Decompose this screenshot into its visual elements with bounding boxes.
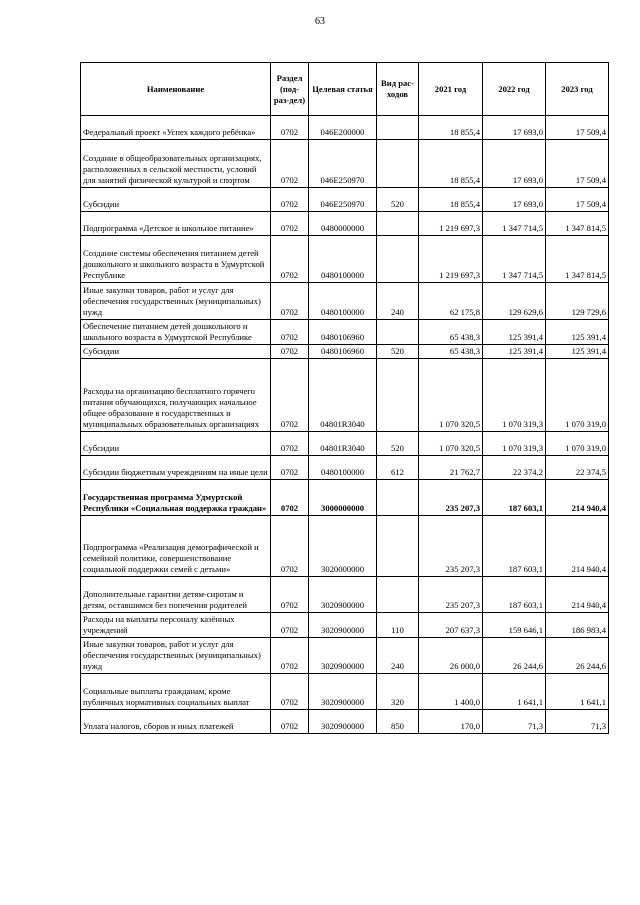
header-type: Вид рас-ходов [377, 63, 419, 116]
row-value-2021: 18 855,4 [419, 140, 483, 188]
row-name: Расходы на организацию бесплатного горячего питания обучающихся, получающих начальное общее образование в государственных и муниципальных образовательных организациях [81, 359, 271, 432]
table-row [81, 236, 609, 283]
row-value-2023: 125 391,4 [546, 345, 609, 359]
row-expense-type: 850 [377, 710, 419, 734]
row-section: 0702 [271, 188, 309, 212]
table-row [81, 345, 609, 359]
row-value-2021: 21 762,7 [419, 456, 483, 480]
row-expense-type: 520 [377, 345, 419, 359]
header-section: Раздел (под-раз-дел) [271, 63, 309, 116]
table-row [81, 188, 609, 212]
row-section: 0702 [271, 577, 309, 613]
table-header-row [81, 63, 609, 116]
table-row [81, 140, 609, 188]
row-expense-type [377, 577, 419, 613]
row-target: 3020900000 [309, 577, 377, 613]
row-name: Федеральный проект «Успех каждого ребёнка» [81, 116, 271, 140]
row-value-2023: 214 940,4 [546, 516, 609, 577]
row-target: 3020000000 [309, 516, 377, 577]
row-target: 046E200000 [309, 116, 377, 140]
row-target: 04801R3040 [309, 432, 377, 456]
row-value-2023: 1 347 814,5 [546, 212, 609, 236]
row-name: Иные закупки товаров, работ и услуг для обеспечения государственных (муниципальных) нужд [81, 283, 271, 320]
row-value-2023: 17 509,4 [546, 140, 609, 188]
row-section: 0702 [271, 432, 309, 456]
row-value-2023: 1 641,1 [546, 674, 609, 710]
row-target: 0480106960 [309, 320, 377, 345]
table-row [81, 116, 609, 140]
row-value-2023: 17 509,4 [546, 188, 609, 212]
row-value-2021: 207 637,3 [419, 613, 483, 638]
row-value-2023: 186 983,4 [546, 613, 609, 638]
row-section: 0702 [271, 359, 309, 432]
row-name: Субсидии [81, 188, 271, 212]
row-name: Дополнительные гарантии детям-сиротам и детям, оставшимся без попечения родителей [81, 577, 271, 613]
row-value-2023: 129 729,6 [546, 283, 609, 320]
row-value-2023: 214 940,4 [546, 480, 609, 516]
row-name: Субсидии [81, 432, 271, 456]
row-value-2022: 22 374,2 [483, 456, 546, 480]
row-value-2022: 1 347 714,5 [483, 212, 546, 236]
row-value-2021: 65 438,3 [419, 345, 483, 359]
row-value-2021: 18 855,4 [419, 188, 483, 212]
row-section: 0702 [271, 236, 309, 283]
budget-table [80, 62, 609, 734]
row-section: 0702 [271, 480, 309, 516]
row-section: 0702 [271, 710, 309, 734]
row-value-2022: 129 629,6 [483, 283, 546, 320]
row-target: 3020900000 [309, 674, 377, 710]
table-row [81, 432, 609, 456]
row-value-2021: 62 175,8 [419, 283, 483, 320]
row-value-2021: 1 070 320,5 [419, 432, 483, 456]
row-target: 3020900000 [309, 638, 377, 674]
row-value-2022: 1 070 319,3 [483, 359, 546, 432]
row-section: 0702 [271, 140, 309, 188]
table-row [81, 613, 609, 638]
row-expense-type [377, 116, 419, 140]
row-value-2022: 125 391,4 [483, 345, 546, 359]
row-section: 0702 [271, 116, 309, 140]
header-2021: 2021 год [419, 63, 483, 116]
row-value-2022: 17 693,0 [483, 140, 546, 188]
row-value-2022: 1 347 714,5 [483, 236, 546, 283]
row-section: 0702 [271, 212, 309, 236]
row-value-2022: 159 646,1 [483, 613, 546, 638]
row-expense-type [377, 480, 419, 516]
row-value-2023: 1 070 319,0 [546, 359, 609, 432]
row-value-2021: 170,0 [419, 710, 483, 734]
row-name: Иные закупки товаров, работ и услуг для обеспечения государственных (муниципальных) нужд [81, 638, 271, 674]
table-row [81, 710, 609, 734]
row-value-2023: 214 940,4 [546, 577, 609, 613]
row-name: Субсидии [81, 345, 271, 359]
row-value-2021: 26 000,0 [419, 638, 483, 674]
row-expense-type [377, 320, 419, 345]
row-value-2022: 1 070 319,3 [483, 432, 546, 456]
row-target: 3020900000 [309, 710, 377, 734]
row-target: 0480000000 [309, 212, 377, 236]
row-section: 0702 [271, 456, 309, 480]
row-expense-type [377, 140, 419, 188]
row-section: 0702 [271, 283, 309, 320]
row-value-2021: 235 207,3 [419, 480, 483, 516]
header-2023: 2023 год [546, 63, 609, 116]
row-name: Субсидии бюджетным учреждениям на иные цели [81, 456, 271, 480]
row-value-2021: 235 207,3 [419, 577, 483, 613]
header-target: Целевая статья [309, 63, 377, 116]
page-number: 63 [315, 16, 325, 27]
row-target: 3000000000 [309, 480, 377, 516]
row-expense-type [377, 516, 419, 577]
table-row [81, 359, 609, 432]
row-value-2023: 71,3 [546, 710, 609, 734]
row-value-2021: 18 855,4 [419, 116, 483, 140]
row-target: 0480100000 [309, 236, 377, 283]
row-name: Подпрограмма «Реализация демографической и семейной политики, совершенствование социальной поддержки семей с детьми» [81, 516, 271, 577]
row-target: 046E250970 [309, 140, 377, 188]
row-value-2023: 1 347 814,5 [546, 236, 609, 283]
row-name: Создание в общеобразовательных организациях, расположенных в сельской местности, условий для занятий физической культурой и спортом [81, 140, 271, 188]
table-row [81, 283, 609, 320]
row-value-2021: 1 219 697,3 [419, 212, 483, 236]
row-expense-type: 110 [377, 613, 419, 638]
row-value-2021: 1 219 697,3 [419, 236, 483, 283]
row-value-2021: 1 070 320,5 [419, 359, 483, 432]
row-target: 3020900000 [309, 613, 377, 638]
row-section: 0702 [271, 320, 309, 345]
row-name: Государственная программа Удмуртской Республики «Социальная поддержка граждан» [81, 480, 271, 516]
row-value-2022: 17 693,0 [483, 116, 546, 140]
row-expense-type: 240 [377, 638, 419, 674]
row-section: 0702 [271, 516, 309, 577]
table-row [81, 320, 609, 345]
row-target: 0480106960 [309, 345, 377, 359]
row-target: 04801R3040 [309, 359, 377, 432]
row-value-2023: 17 509,4 [546, 116, 609, 140]
row-value-2022: 26 244,6 [483, 638, 546, 674]
row-target: 0480100000 [309, 283, 377, 320]
row-value-2023: 22 374,5 [546, 456, 609, 480]
row-value-2022: 187 603,1 [483, 577, 546, 613]
header-name: Наименование [81, 63, 271, 116]
row-value-2022: 71,3 [483, 710, 546, 734]
row-value-2021: 65 438,3 [419, 320, 483, 345]
row-name: Создание системы обеспечения питанием детей дошкольного и школьного возраста в Удмуртской Республике [81, 236, 271, 283]
row-expense-type [377, 212, 419, 236]
row-section: 0702 [271, 345, 309, 359]
row-value-2023: 1 070 319,0 [546, 432, 609, 456]
row-name: Уплата налогов, сборов и иных платежей [81, 710, 271, 734]
row-expense-type [377, 236, 419, 283]
row-section: 0702 [271, 638, 309, 674]
row-value-2021: 1 400,0 [419, 674, 483, 710]
table-row [81, 212, 609, 236]
table-row [81, 456, 609, 480]
row-name: Расходы на выплаты персоналу казённых учреждений [81, 613, 271, 638]
row-expense-type: 240 [377, 283, 419, 320]
table-row [81, 638, 609, 674]
row-expense-type: 520 [377, 432, 419, 456]
header-2022: 2022 год [483, 63, 546, 116]
row-section: 0702 [271, 613, 309, 638]
row-target: 046E250970 [309, 188, 377, 212]
row-value-2022: 1 641,1 [483, 674, 546, 710]
row-value-2023: 125 391,4 [546, 320, 609, 345]
row-expense-type: 520 [377, 188, 419, 212]
row-value-2023: 26 244,6 [546, 638, 609, 674]
table-row [81, 480, 609, 516]
table-row [81, 516, 609, 577]
row-section: 0702 [271, 674, 309, 710]
row-value-2021: 235 207,3 [419, 516, 483, 577]
row-value-2022: 187 603,1 [483, 516, 546, 577]
row-expense-type: 612 [377, 456, 419, 480]
row-name: Обеспечение питанием детей дошкольного и школьного возраста в Удмуртской Республике [81, 320, 271, 345]
row-value-2022: 17 693,0 [483, 188, 546, 212]
table-row [81, 674, 609, 710]
row-name: Подпрограмма «Детское и школьное питание» [81, 212, 271, 236]
table-row [81, 577, 609, 613]
row-name: Социальные выплаты гражданам, кроме публичных нормативных социальных выплат [81, 674, 271, 710]
row-expense-type [377, 359, 419, 432]
row-expense-type: 320 [377, 674, 419, 710]
row-target: 0480100000 [309, 456, 377, 480]
row-value-2022: 187 603,1 [483, 480, 546, 516]
row-value-2022: 125 391,4 [483, 320, 546, 345]
